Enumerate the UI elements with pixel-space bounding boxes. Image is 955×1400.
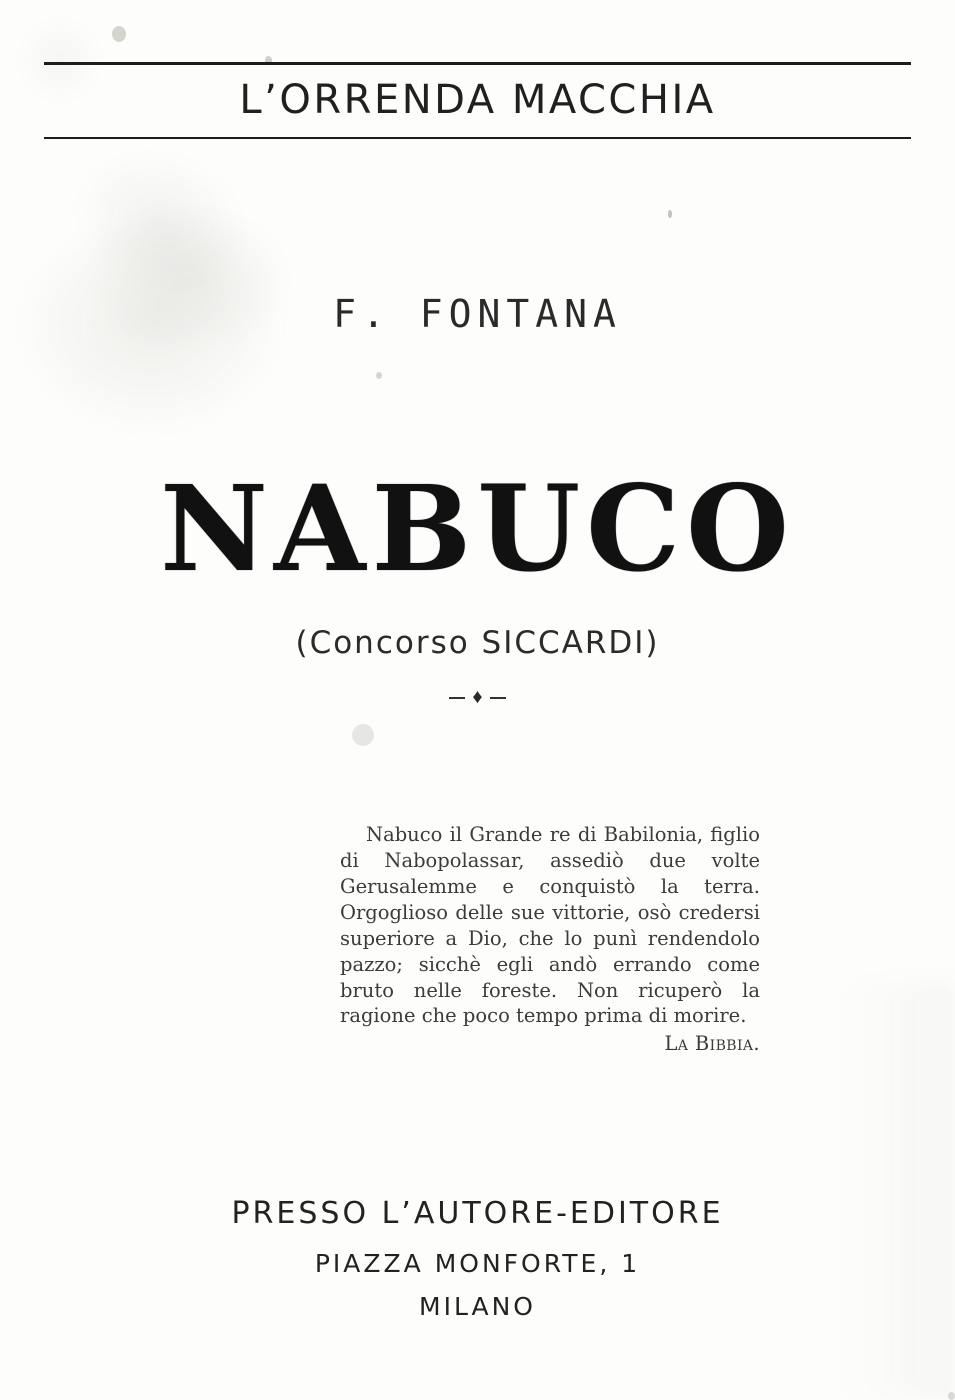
ornament-dash-right <box>490 697 506 699</box>
rule-bottom <box>44 137 911 139</box>
imprint-city: MILANO <box>419 1292 536 1321</box>
ornament-dash-left <box>449 697 465 699</box>
epigraph-source: La Bibbia. <box>664 1032 760 1056</box>
paper-speck <box>112 26 126 42</box>
epigraph-block <box>340 822 760 1057</box>
running-head-text: L’ORRENDA MACCHIA <box>239 77 716 123</box>
epigraph-text: Nabuco il Grande re di Babilonia, figlio di Nabopolassar, assediò due volte Gerusalemme e conquistò la terra. Orgoglioso delle sue vittorie, osò credersi superiore a Dio, che lo punì rendendolo pazzo; sicchè egli andò errando come bruto nelle foreste. Non ricuperò la ragione che poco tempo prima di morire. <box>340 823 760 1028</box>
paper-speck <box>668 210 672 218</box>
page-title: NABUCO <box>160 459 795 598</box>
imprint-address: PIAZZA MONFORTE, 1 <box>314 1249 641 1278</box>
running-head <box>44 62 911 139</box>
paper-speck <box>352 724 374 746</box>
ornament-diamond-icon: ♦ <box>472 686 483 708</box>
imprint-block <box>0 1196 955 1321</box>
paper-stain <box>805 980 955 1400</box>
ornament-divider <box>0 688 955 708</box>
imprint-publisher: PRESSO L’AUTORE-EDITORE <box>231 1196 724 1231</box>
paper-speck <box>948 1392 955 1400</box>
paper-speck <box>376 372 382 379</box>
page-subtitle: (Concorso SICCARDI) <box>295 625 660 661</box>
author-name: F. FONTANA <box>333 292 622 336</box>
